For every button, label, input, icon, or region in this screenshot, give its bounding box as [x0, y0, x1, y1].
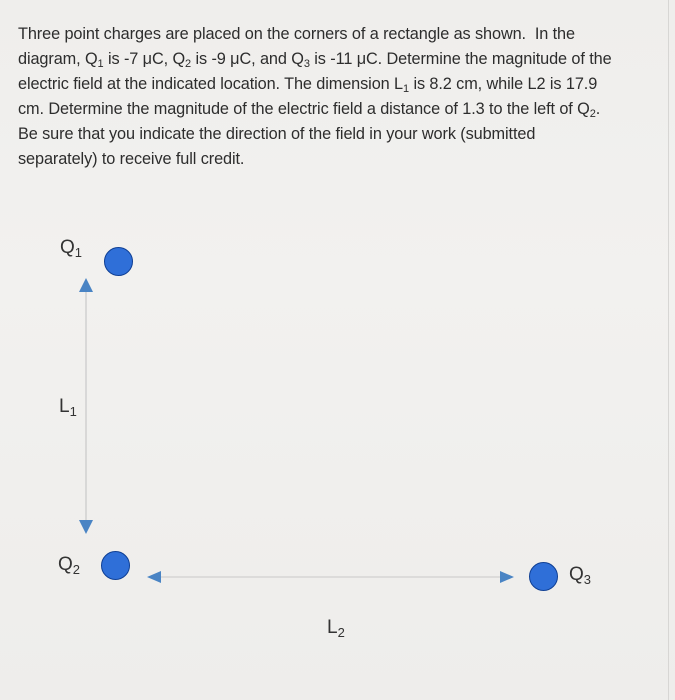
- label-q1-letter: Q: [60, 237, 75, 258]
- label-l2: [327, 618, 345, 638]
- problem-line-4-text-a: cm. Determine the magnitude of the electric field a distance of 1.3 to the left of Q: [18, 100, 590, 118]
- problem-line-2-text-d: is -11 μC. Determine the magnitude of the: [309, 50, 612, 68]
- problem-line-3-text-b: is 8.2 cm, while L2 is 17.9: [409, 75, 598, 93]
- label-q1: [60, 238, 82, 258]
- l2-left-arrowhead: [147, 571, 161, 583]
- q3-subscript: 3: [303, 58, 310, 70]
- q1-subscript: 1: [97, 58, 104, 70]
- label-q3-sub: 3: [583, 572, 592, 587]
- problem-line-5-text: Be sure that you indicate the direction of the field in your work (submitted: [18, 125, 536, 143]
- label-q3: [569, 565, 591, 585]
- problem-line-2-text-c: is -9 μC, and Q: [191, 50, 304, 68]
- problem-line-2-text-b: is -7 μC, Q: [103, 50, 186, 68]
- charge-q1-dot: [104, 247, 133, 276]
- problem-line-6-text: separately) to receive full credit.: [18, 150, 245, 168]
- l1-down-arrowhead: [79, 520, 93, 534]
- problem-line-3-text-a: electric field at the indicated location. The dimension L: [18, 75, 403, 93]
- q2-subscript: 2: [185, 58, 192, 70]
- label-l2-sub: 2: [337, 625, 345, 640]
- label-q1-sub: 1: [74, 245, 83, 260]
- l1-up-arrowhead: [79, 278, 93, 292]
- charge-q3-dot: [529, 562, 558, 591]
- label-l1: [59, 397, 77, 417]
- label-l2-letter: L: [327, 617, 338, 638]
- problem-line-2-text-a: diagram, Q: [18, 50, 98, 68]
- q2-subscript-line4: 2: [589, 108, 596, 120]
- label-q2: [58, 555, 80, 575]
- l1-subscript: 1: [402, 83, 410, 95]
- label-q2-sub: 2: [72, 562, 81, 577]
- charge-q2-dot: [101, 551, 130, 580]
- label-l1-sub: 1: [69, 404, 77, 419]
- label-q2-letter: Q: [58, 554, 73, 575]
- label-l1-letter: L: [59, 396, 70, 417]
- problem-line-1-text: Three point charges are placed on the corners of a rectangle as shown. In the: [18, 25, 575, 43]
- l2-right-arrowhead: [500, 571, 514, 583]
- problem-line-4-text-b: .: [595, 100, 601, 118]
- label-q3-letter: Q: [569, 564, 584, 585]
